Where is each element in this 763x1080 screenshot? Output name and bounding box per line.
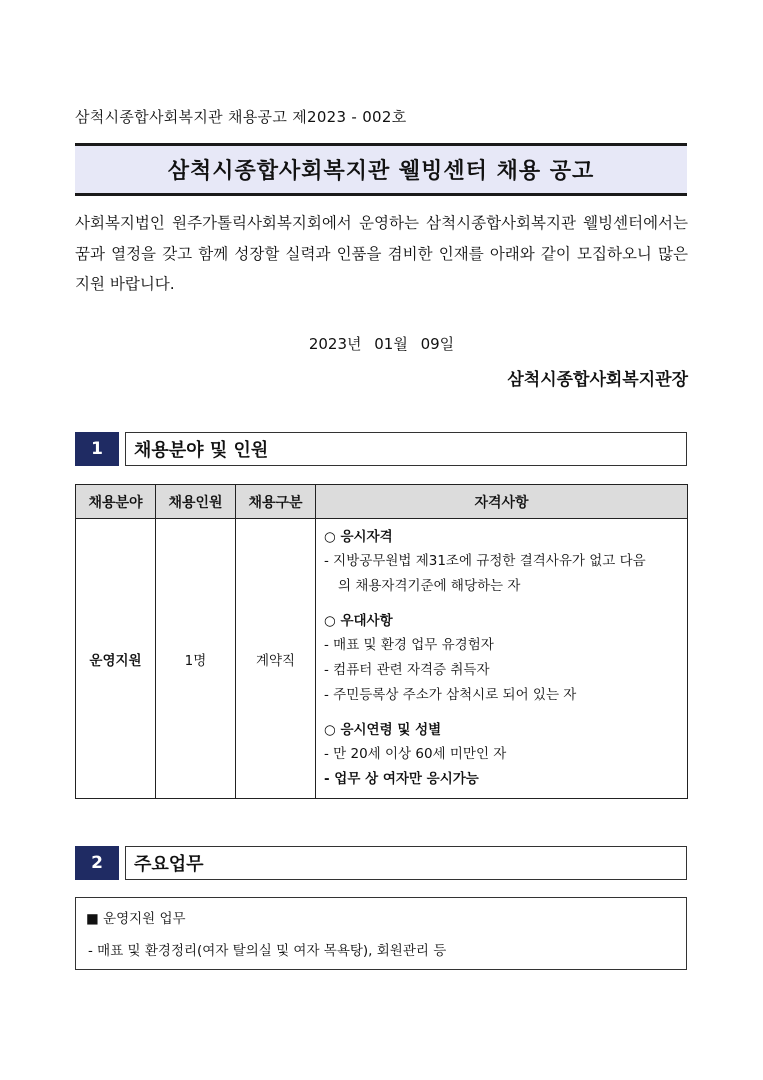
section-1-number: 1 [75, 432, 119, 466]
title-banner [75, 143, 687, 196]
duty-box [75, 897, 687, 970]
qual-line: - 지방공무원법 제31조에 규정한 결격사유가 없고 다음 [324, 553, 646, 569]
qual-line: 의 채용자격기준에 해당하는 자 [338, 578, 521, 594]
qual-heading-preference: ○ 우대사항 [324, 613, 393, 629]
notice-number: 삼척시종합사회복지관 채용공고 제2023 - 002호 [75, 108, 407, 126]
cell-qualifications [316, 519, 688, 799]
duty-line: - 매표 및 환경정리(여자 탈의실 및 여자 목욕탕), 회원관리 등 [88, 943, 447, 959]
duty-heading: ■ 운영지원 업무 [86, 911, 186, 927]
qual-heading-eligibility: ○ 응시자격 [324, 529, 393, 545]
column-header-count: 채용인원 [156, 485, 236, 519]
announcement-date: 2023년 01월 09일 [308, 335, 455, 353]
table-header-row [76, 485, 688, 519]
qual-line: - 매표 및 환경 업무 유경험자 [324, 637, 494, 653]
section-1-header [75, 432, 687, 466]
column-header-qualifications: 자격사항 [316, 485, 688, 519]
qual-line: - 업무 상 여자만 응시가능 [324, 771, 479, 787]
qual-line: - 만 20세 이상 60세 미만인 자 [324, 746, 507, 762]
cell-type: 계약직 [236, 519, 316, 799]
section-2-title: 주요업무 [125, 846, 687, 880]
intro-paragraph: 사회복지법인 원주가톨릭사회복지회에서 운영하는 삼척시종합사회복지관 웰빙센터에서는 꿈과 열정을 갖고 함께 성장할 실력과 인품을 겸비한 인재를 아래와 같이 모집하오니 많은 지원 바랍니다. [75, 214, 688, 293]
qual-line: - 주민등록상 주소가 삼척시로 되어 있는 자 [324, 687, 577, 703]
cell-field: 운영지원 [76, 519, 156, 799]
section-1-title: 채용분야 및 인원 [125, 432, 687, 466]
cell-count: 1명 [156, 519, 236, 799]
column-header-type: 채용구분 [236, 485, 316, 519]
recruitment-table [75, 484, 688, 799]
section-2-number: 2 [75, 846, 119, 880]
signer-name: 삼척시종합사회복지관장 [507, 370, 688, 390]
page-title: 삼척시종합사회복지관 웰빙센터 채용 공고 [167, 159, 595, 184]
column-header-field: 채용분야 [76, 485, 156, 519]
qual-heading-age-gender: ○ 응시연령 및 성별 [324, 722, 442, 738]
qual-line: - 컴퓨터 관련 자격증 취득자 [324, 662, 490, 678]
section-2-header [75, 846, 687, 880]
table-row [76, 519, 688, 799]
